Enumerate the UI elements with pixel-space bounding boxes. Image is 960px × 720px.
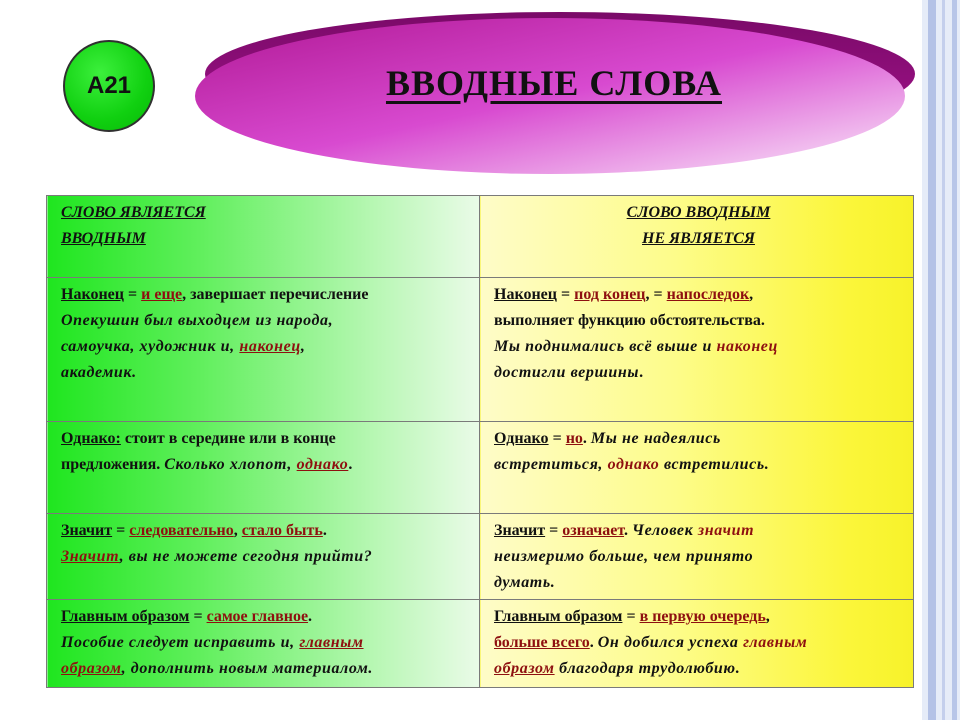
right-rail-line-2: [942, 0, 945, 720]
cell-odnako-not-intro: Однако = но. Мы не надеялись встретиться, однако встретились.: [480, 422, 914, 514]
table-row: [47, 514, 914, 600]
table-row: [47, 422, 914, 514]
table-row: [47, 278, 914, 422]
cell-znachit-intro: Значит = следовательно, стало быть. Значит, вы не можете сегодня прийти?: [47, 514, 480, 600]
header-not-intro: СЛОВО ВВОДНЫМ НЕ ЯВЛЯЕТСЯ: [480, 196, 914, 278]
cell-glavnym-obrazom-not-intro: Главным образом = в первую очередь, больше всего. Он добился успеха главным образом благодаря трудолюбию.: [480, 600, 914, 688]
intro-words-table: [46, 195, 914, 688]
cell-nakonets-intro: Наконец = и еще, завершает перечисление Опекушин был выходцем из народа, самоучка, художник и, наконец, академик.: [47, 278, 480, 422]
badge-a21: [63, 40, 155, 132]
cell-glavnym-obrazom-intro: Главным образом = самое главное. Пособие следует исправить и, главным образом, дополнить новым материалом.: [47, 600, 480, 688]
page-title: ВВОДНЫЕ СЛОВА: [385, 63, 723, 103]
right-rail-line-3: [952, 0, 957, 720]
badge-label: A21: [86, 72, 132, 99]
cell-odnako-intro: Однако: стоит в середине или в конце предложения. Сколько хлопот, однако.: [47, 422, 480, 514]
table-row: [47, 600, 914, 688]
right-rail-line-1: [928, 0, 936, 720]
table-header-row: [47, 196, 914, 278]
cell-znachit-not-intro: Значит = означает. Человек значит неизмеримо больше, чем принято думать.: [480, 514, 914, 600]
header-is-intro: СЛОВО ЯВЛЯЕТСЯ ВВОДНЫМ: [47, 196, 480, 278]
cell-nakonets-not-intro: Наконец = под конец, = напоследок, выполняет функцию обстоятельства. Мы поднимались всё выше и наконец достигли вершины.: [480, 278, 914, 422]
